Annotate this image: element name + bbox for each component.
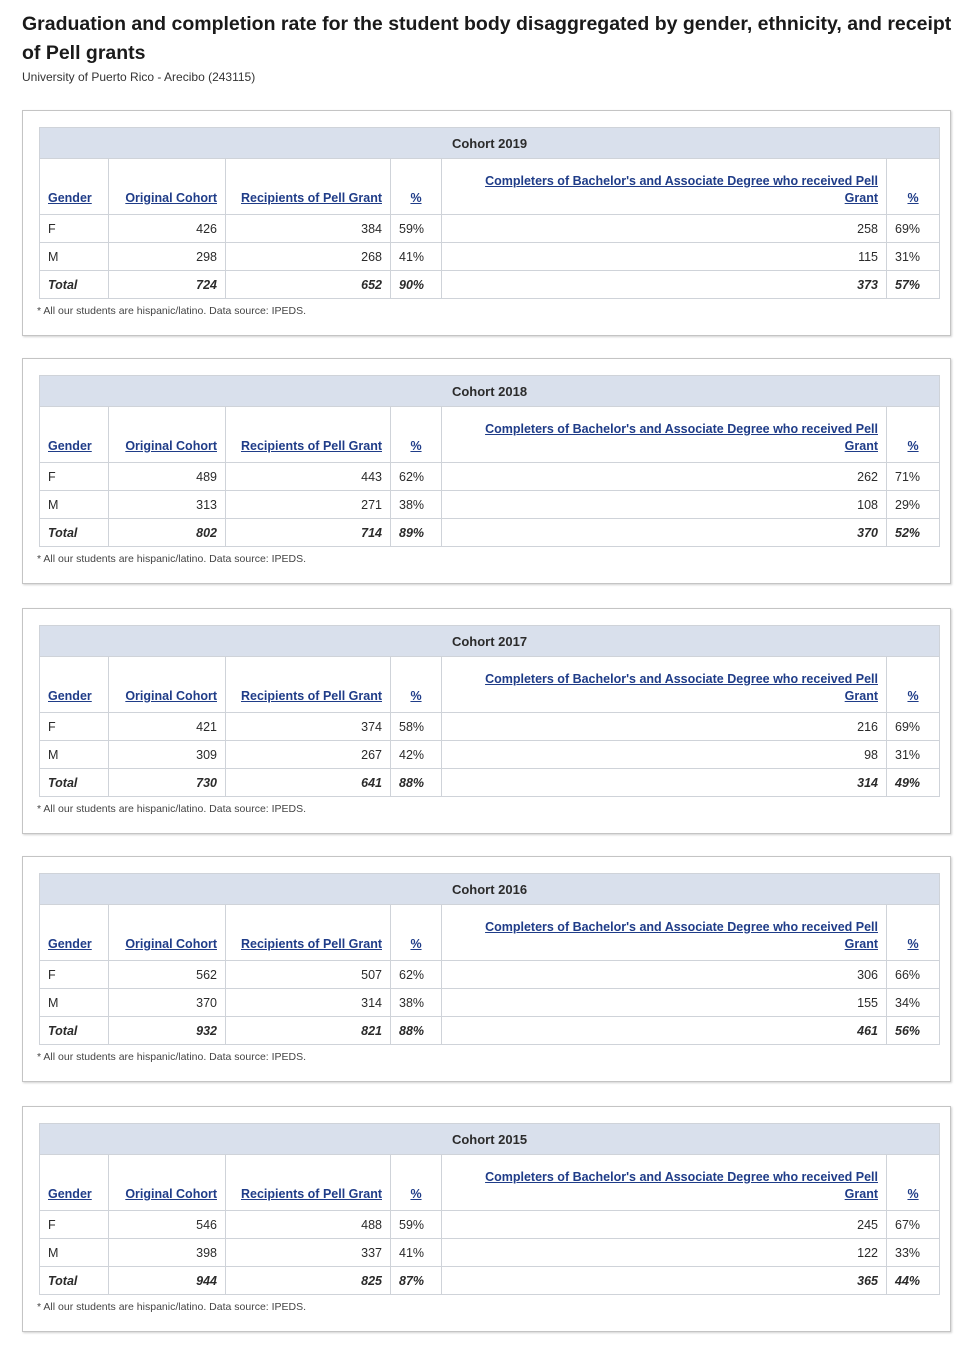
recipients-header[interactable]: Recipients of Pell Grant	[226, 657, 391, 713]
recipients-cell: 443	[226, 463, 391, 491]
completers-cell: 155	[442, 989, 887, 1017]
cohort-cell: 562	[109, 961, 226, 989]
gender-cell: M	[40, 741, 109, 769]
pct2-cell: 31%	[887, 741, 940, 769]
completers-cell: 373	[442, 271, 887, 299]
completers-cell: 258	[442, 215, 887, 243]
completers-header[interactable]: Completers of Bachelor's and Associate Degree who received Pell Grant	[442, 407, 887, 463]
cohort-table	[39, 1123, 940, 1295]
recipients-cell: 507	[226, 961, 391, 989]
cohort-cell: 932	[109, 1017, 226, 1045]
gender-header[interactable]: Gender	[40, 1155, 109, 1211]
footnote: * All our students are hispanic/latino. Data source: IPEDS.	[37, 1301, 307, 1313]
pct-cell: 88%	[391, 1017, 442, 1045]
total-row	[40, 271, 940, 299]
cohort-title: Cohort 2017	[40, 626, 940, 657]
pct2-cell: 57%	[887, 271, 940, 299]
gender-header[interactable]: Gender	[40, 407, 109, 463]
recipients-cell: 374	[226, 713, 391, 741]
original-cohort-header[interactable]: Original Cohort	[109, 905, 226, 961]
completers-cell: 314	[442, 769, 887, 797]
footnote: * All our students are hispanic/latino. Data source: IPEDS.	[37, 553, 307, 565]
cohort-title: Cohort 2016	[40, 874, 940, 905]
cohort-panel-2016	[22, 856, 951, 1082]
cohort-cell: 546	[109, 1211, 226, 1239]
cohort-table	[39, 127, 940, 299]
footnote: * All our students are hispanic/latino. Data source: IPEDS.	[37, 305, 307, 317]
pct-cell: 38%	[391, 491, 442, 519]
pct-cell: 58%	[391, 713, 442, 741]
completers-header[interactable]: Completers of Bachelor's and Associate Degree who received Pell Grant	[442, 1155, 887, 1211]
total-label: Total	[40, 1017, 109, 1045]
total-row	[40, 769, 940, 797]
completers-header[interactable]: Completers of Bachelor's and Associate Degree who received Pell Grant	[442, 159, 887, 215]
pct2-cell: 31%	[887, 243, 940, 271]
cohort-cell: 313	[109, 491, 226, 519]
table-row	[40, 713, 940, 741]
original-cohort-header[interactable]: Original Cohort	[109, 407, 226, 463]
recipients-cell: 641	[226, 769, 391, 797]
completers-cell: 245	[442, 1211, 887, 1239]
cohort-cell: 298	[109, 243, 226, 271]
table-row	[40, 243, 940, 271]
gender-cell: F	[40, 1211, 109, 1239]
cohort-cell: 802	[109, 519, 226, 547]
page-title: Graduation and completion rate for the student body disaggregated by gender, ethnicity, and receipt of Pell grants	[22, 13, 952, 64]
pct-cell: 62%	[391, 961, 442, 989]
total-row	[40, 1267, 940, 1295]
pct-cell: 41%	[391, 243, 442, 271]
pct2-cell: 44%	[887, 1267, 940, 1295]
completers-cell: 365	[442, 1267, 887, 1295]
total-row	[40, 1017, 940, 1045]
completers-header[interactable]: Completers of Bachelor's and Associate Degree who received Pell Grant	[442, 905, 887, 961]
cohort-panel-2015	[22, 1106, 951, 1332]
completers-cell: 461	[442, 1017, 887, 1045]
recipients-header[interactable]: Recipients of Pell Grant	[226, 905, 391, 961]
pct-header[interactable]: %	[391, 905, 442, 961]
footnote: * All our students are hispanic/latino. Data source: IPEDS.	[37, 1051, 307, 1063]
pct-cell: 59%	[391, 215, 442, 243]
pct-cell: 87%	[391, 1267, 442, 1295]
pct-cell: 88%	[391, 769, 442, 797]
pct-cell: 89%	[391, 519, 442, 547]
gender-cell: M	[40, 1239, 109, 1267]
cohort-cell: 398	[109, 1239, 226, 1267]
pct-cell: 90%	[391, 271, 442, 299]
completers-header[interactable]: Completers of Bachelor's and Associate Degree who received Pell Grant	[442, 657, 887, 713]
cohort-table	[39, 873, 940, 1045]
gender-header[interactable]: Gender	[40, 905, 109, 961]
original-cohort-header[interactable]: Original Cohort	[109, 1155, 226, 1211]
page-subtitle: University of Puerto Rico - Arecibo (243115)	[22, 70, 256, 84]
pct-cell: 59%	[391, 1211, 442, 1239]
gender-cell: M	[40, 243, 109, 271]
cohort-panel-2018	[22, 358, 951, 584]
pct2-cell: 56%	[887, 1017, 940, 1045]
pct-cell: 62%	[391, 463, 442, 491]
recipients-cell: 825	[226, 1267, 391, 1295]
pct2-header[interactable]: %	[887, 905, 940, 961]
table-row	[40, 1211, 940, 1239]
cohort-cell: 421	[109, 713, 226, 741]
pct2-cell: 52%	[887, 519, 940, 547]
cohort-cell: 370	[109, 989, 226, 1017]
cohort-cell: 944	[109, 1267, 226, 1295]
recipients-cell: 268	[226, 243, 391, 271]
pct2-header[interactable]: %	[887, 1155, 940, 1211]
gender-cell: F	[40, 463, 109, 491]
recipients-cell: 821	[226, 1017, 391, 1045]
table-row	[40, 961, 940, 989]
gender-cell: M	[40, 989, 109, 1017]
gender-cell: F	[40, 961, 109, 989]
pct2-cell: 29%	[887, 491, 940, 519]
gender-cell: F	[40, 215, 109, 243]
cohort-cell: 724	[109, 271, 226, 299]
completers-cell: 115	[442, 243, 887, 271]
total-label: Total	[40, 769, 109, 797]
recipients-cell: 652	[226, 271, 391, 299]
pct2-cell: 66%	[887, 961, 940, 989]
recipients-cell: 314	[226, 989, 391, 1017]
cohort-table	[39, 625, 940, 797]
recipients-cell: 337	[226, 1239, 391, 1267]
table-row	[40, 989, 940, 1017]
table-row	[40, 215, 940, 243]
pct2-header[interactable]: %	[887, 407, 940, 463]
cohort-cell: 489	[109, 463, 226, 491]
pct2-header[interactable]: %	[887, 159, 940, 215]
recipients-cell: 271	[226, 491, 391, 519]
original-cohort-header[interactable]: Original Cohort	[109, 159, 226, 215]
pct2-header[interactable]: %	[887, 657, 940, 713]
gender-cell: F	[40, 713, 109, 741]
total-label: Total	[40, 519, 109, 547]
recipients-cell: 714	[226, 519, 391, 547]
total-label: Total	[40, 271, 109, 299]
table-row	[40, 741, 940, 769]
recipients-header[interactable]: Recipients of Pell Grant	[226, 1155, 391, 1211]
gender-header[interactable]: Gender	[40, 159, 109, 215]
total-label: Total	[40, 1267, 109, 1295]
table-row	[40, 463, 940, 491]
total-row	[40, 519, 940, 547]
recipients-cell: 488	[226, 1211, 391, 1239]
completers-cell: 370	[442, 519, 887, 547]
cohort-title: Cohort 2019	[40, 128, 940, 159]
completers-cell: 122	[442, 1239, 887, 1267]
completers-cell: 262	[442, 463, 887, 491]
recipients-header[interactable]: Recipients of Pell Grant	[226, 407, 391, 463]
pct2-cell: 71%	[887, 463, 940, 491]
completers-cell: 108	[442, 491, 887, 519]
footnote: * All our students are hispanic/latino. Data source: IPEDS.	[37, 803, 307, 815]
cohort-panel-2017	[22, 608, 951, 834]
gender-cell: M	[40, 491, 109, 519]
pct2-cell: 67%	[887, 1211, 940, 1239]
pct2-cell: 34%	[887, 989, 940, 1017]
pct2-cell: 69%	[887, 215, 940, 243]
gender-header[interactable]: Gender	[40, 657, 109, 713]
pct-header[interactable]: %	[391, 657, 442, 713]
pct2-cell: 33%	[887, 1239, 940, 1267]
pct-header[interactable]: %	[391, 1155, 442, 1211]
pct-cell: 41%	[391, 1239, 442, 1267]
pct-cell: 42%	[391, 741, 442, 769]
pct2-cell: 49%	[887, 769, 940, 797]
table-row	[40, 491, 940, 519]
completers-cell: 98	[442, 741, 887, 769]
recipients-cell: 267	[226, 741, 391, 769]
cohort-cell: 426	[109, 215, 226, 243]
completers-cell: 306	[442, 961, 887, 989]
cohort-panel-2019	[22, 110, 951, 336]
recipients-cell: 384	[226, 215, 391, 243]
completers-cell: 216	[442, 713, 887, 741]
pct-cell: 38%	[391, 989, 442, 1017]
pct2-cell: 69%	[887, 713, 940, 741]
pct-header[interactable]: %	[391, 159, 442, 215]
cohort-cell: 309	[109, 741, 226, 769]
pct-header[interactable]: %	[391, 407, 442, 463]
table-row	[40, 1239, 940, 1267]
original-cohort-header[interactable]: Original Cohort	[109, 657, 226, 713]
cohort-title: Cohort 2015	[40, 1124, 940, 1155]
cohort-table	[39, 375, 940, 547]
cohort-cell: 730	[109, 769, 226, 797]
recipients-header[interactable]: Recipients of Pell Grant	[226, 159, 391, 215]
cohort-title: Cohort 2018	[40, 376, 940, 407]
